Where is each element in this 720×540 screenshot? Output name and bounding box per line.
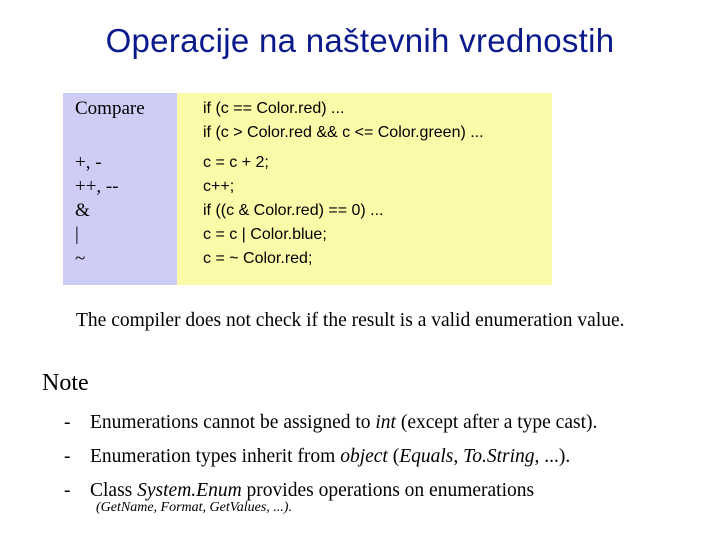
operator-cell: ++, -- xyxy=(75,176,119,197)
list-text: , xyxy=(453,446,464,467)
list-text: Enumeration types inherit from xyxy=(90,446,341,467)
code-cell: if (c > Color.red && c <= Color.green) ... xyxy=(203,124,484,141)
operator-column xyxy=(63,93,177,285)
list-italic: object xyxy=(340,446,388,467)
operator-cell: +, - xyxy=(75,152,102,173)
code-column xyxy=(177,93,552,285)
code-cell: c = c | Color.blue; xyxy=(203,226,327,243)
page-title: Operacije na naštevnih vrednostih xyxy=(105,22,615,59)
code-cell: c++; xyxy=(203,178,235,195)
list-text: Class xyxy=(90,480,138,501)
list-dash: - xyxy=(64,412,71,433)
list-text: Enumerations cannot be assigned to xyxy=(90,412,376,433)
list-text: , ...). xyxy=(534,446,571,467)
list-text: (except after a type cast). xyxy=(395,412,598,433)
note-list xyxy=(64,408,597,510)
code-cell: c = c + 2; xyxy=(203,154,269,171)
list-italic: Equals xyxy=(399,446,454,467)
list-dash: - xyxy=(64,480,71,501)
list-text: ( xyxy=(387,446,400,467)
list-item xyxy=(64,442,597,476)
list-italic: To.String xyxy=(463,446,535,467)
operator-cell: ~ xyxy=(75,248,86,269)
list-text: provides operations on enumerations xyxy=(241,480,535,501)
note-heading: Note xyxy=(42,370,89,396)
compiler-note: The compiler does not check if the result is a valid enumeration value. xyxy=(76,310,625,331)
code-cell: if ((c & Color.red) == 0) ... xyxy=(203,202,384,219)
enum-methods-note: (GetName, Format, GetValues, ...). xyxy=(96,500,292,515)
operator-cell: & xyxy=(75,200,90,221)
list-item xyxy=(64,408,597,442)
operator-cell: | xyxy=(75,224,79,245)
operator-cell: Compare xyxy=(75,98,145,119)
list-italic: int xyxy=(375,412,396,433)
code-cell: c = ~ Color.red; xyxy=(203,250,313,267)
operator-cell xyxy=(75,121,177,151)
code-cell: if (c == Color.red) ... xyxy=(203,100,345,117)
operations-table xyxy=(63,93,552,285)
list-dash: - xyxy=(64,446,71,467)
list-italic: System.Enum xyxy=(137,480,242,501)
